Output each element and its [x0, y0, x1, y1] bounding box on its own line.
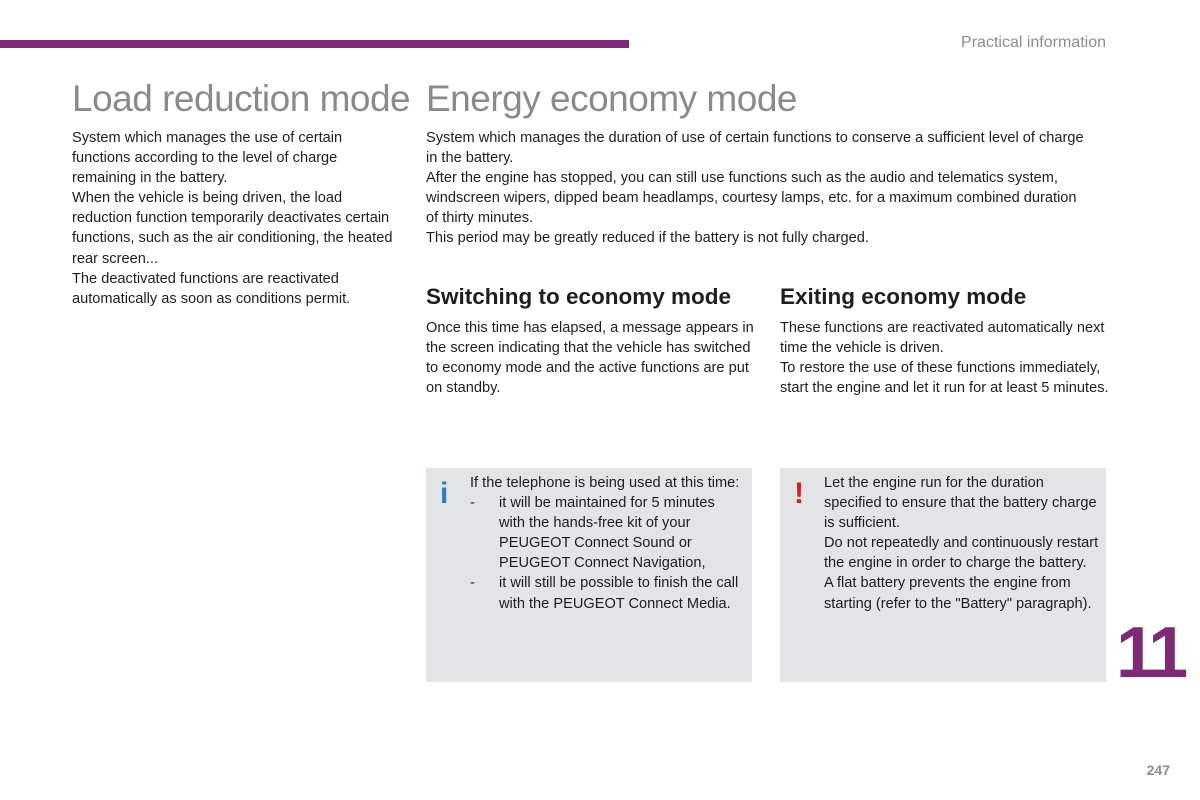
info-box-intro: If the telephone is being used at this time:: [470, 475, 740, 491]
warning-box-paragraph: Let the engine run for the duration specified to ensure that the battery charge is sufficient.: [824, 475, 1097, 532]
exiting-paragraph: These functions are reactivated automatically next time the vehicle is driven.: [780, 320, 1105, 357]
warning-box-paragraph: A flat battery prevents the engine from starting (refer to the "Battery" paragraph).: [824, 575, 1092, 612]
info-box: [426, 468, 752, 682]
energy-economy-paragraph: After the engine has stopped, you can still use functions such as the audio and telematics system, windscreen wipers, dipped beam headlamps, courtesy lamps, etc. for a maximum combined duration of thirty minutes.: [426, 170, 1077, 227]
section-label: Practical information: [961, 34, 1106, 51]
warning-box-content: [824, 473, 1100, 614]
info-box-content: [470, 473, 740, 614]
list-item-text: it will still be possible to finish the call with the PEUGEOT Connect Media.: [499, 575, 739, 612]
header-accent-bar: [0, 40, 629, 48]
list-dash: -: [470, 575, 475, 592]
energy-economy-body: [426, 128, 1086, 249]
load-reduction-paragraph: The deactivated functions are reactivated automatically as soon as conditions permit.: [72, 270, 351, 307]
warning-icon: !: [794, 477, 804, 510]
chapter-number: 11: [1116, 613, 1185, 693]
switching-paragraph: Once this time has elapsed, a message appears in the screen indicating that the vehicle has switched to economy mode and the active functions are put on standby.: [426, 320, 754, 397]
energy-economy-title: Energy economy mode: [426, 78, 797, 119]
warning-box-paragraph: Do not repeatedly and continuously restart the engine in order to charge the battery.: [824, 535, 1099, 572]
list-dash: -: [470, 495, 475, 512]
energy-economy-paragraph: System which manages the duration of use of certain functions to conserve a sufficient level of charge in the battery.: [426, 130, 1084, 167]
energy-economy-paragraph: This period may be greatly reduced if the battery is not fully charged.: [426, 230, 869, 247]
list-item-text: it will be maintained for 5 minutes with the hands-free kit of your PEUGEOT Connect Sound or PEUGEOT Connect Navigation,: [499, 495, 715, 572]
exiting-paragraph: To restore the use of these functions immediately, start the engine and let it run for at least 5 minutes.: [780, 360, 1109, 397]
info-box-list-item: [470, 493, 740, 573]
switching-body: [426, 318, 756, 398]
info-icon: i: [440, 477, 449, 510]
switching-title: Switching to economy mode: [426, 284, 732, 309]
page-number: 247: [1146, 762, 1170, 778]
load-reduction-paragraph: When the vehicle is being driven, the load reduction function temporarily deactivates certain functions, such as the air conditioning, the heated rear screen...: [72, 190, 393, 267]
load-reduction-body: [72, 128, 394, 309]
info-box-list-item: [470, 573, 740, 613]
exiting-title: Exiting economy mode: [780, 284, 1027, 309]
load-reduction-paragraph: System which manages the use of certain functions according to the level of charge remaining in the battery.: [72, 130, 343, 187]
warning-box: [780, 468, 1106, 682]
load-reduction-title: Load reduction mode: [72, 78, 411, 119]
exiting-body: [780, 318, 1110, 398]
